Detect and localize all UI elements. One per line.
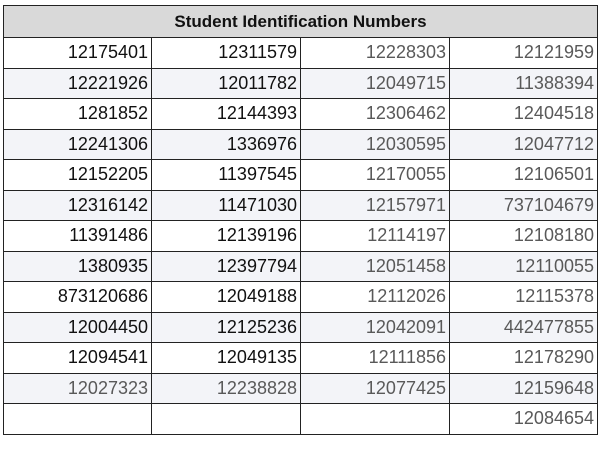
table-cell[interactable]: 12152205 <box>4 160 152 191</box>
table-row <box>4 404 598 435</box>
table-row <box>4 99 598 130</box>
table-row <box>4 343 598 374</box>
table-cell-empty[interactable] <box>152 404 301 435</box>
table-title[interactable]: Student Identification Numbers <box>4 6 598 38</box>
table-cell[interactable]: 12084654 <box>450 404 598 435</box>
table-cell[interactable]: 12051458 <box>301 251 450 282</box>
table-cell[interactable]: 442477855 <box>450 312 598 343</box>
table-cell[interactable]: 12108180 <box>450 221 598 252</box>
table-cell[interactable]: 12159648 <box>450 373 598 404</box>
table-row <box>4 221 598 252</box>
table-cell[interactable]: 12175401 <box>4 38 152 69</box>
table-cell[interactable]: 12139196 <box>152 221 301 252</box>
table-cell[interactable]: 12404518 <box>450 99 598 130</box>
table-row <box>4 160 598 191</box>
table-cell[interactable]: 12157971 <box>301 190 450 221</box>
table-row <box>4 190 598 221</box>
table-cell-empty[interactable] <box>4 404 152 435</box>
table-cell[interactable]: 12306462 <box>301 99 450 130</box>
table-cell-empty[interactable] <box>301 404 450 435</box>
table-row <box>4 129 598 160</box>
table-cell[interactable]: 12397794 <box>152 251 301 282</box>
table-cell[interactable]: 12112026 <box>301 282 450 313</box>
table-cell[interactable]: 12027323 <box>4 373 152 404</box>
table-cell[interactable]: 1380935 <box>4 251 152 282</box>
table-cell[interactable]: 12115378 <box>450 282 598 313</box>
table-cell[interactable]: 12114197 <box>301 221 450 252</box>
table-row <box>4 373 598 404</box>
table-cell[interactable]: 12011782 <box>152 68 301 99</box>
table-row <box>4 68 598 99</box>
table-cell[interactable]: 12094541 <box>4 343 152 374</box>
table-cell[interactable]: 12110055 <box>450 251 598 282</box>
table-cell[interactable]: 12004450 <box>4 312 152 343</box>
table-cell[interactable]: 12221926 <box>4 68 152 99</box>
table-row <box>4 282 598 313</box>
table-cell[interactable]: 873120686 <box>4 282 152 313</box>
table-cell[interactable]: 12047712 <box>450 129 598 160</box>
table-cell[interactable]: 12238828 <box>152 373 301 404</box>
table-cell[interactable]: 12170055 <box>301 160 450 191</box>
table-cell[interactable]: 12228303 <box>301 38 450 69</box>
header-row <box>4 6 598 38</box>
table-cell[interactable]: 12144393 <box>152 99 301 130</box>
table-row <box>4 251 598 282</box>
table-cell[interactable]: 12121959 <box>450 38 598 69</box>
table-row <box>4 38 598 69</box>
table-cell[interactable]: 12049135 <box>152 343 301 374</box>
table-cell[interactable]: 12311579 <box>152 38 301 69</box>
table-cell[interactable]: 12316142 <box>4 190 152 221</box>
table-cell[interactable]: 12241306 <box>4 129 152 160</box>
table-cell[interactable]: 12042091 <box>301 312 450 343</box>
table-cell[interactable]: 737104679 <box>450 190 598 221</box>
student-id-table <box>3 5 598 435</box>
table-cell[interactable]: 12049715 <box>301 68 450 99</box>
table-cell[interactable]: 12106501 <box>450 160 598 191</box>
table-cell[interactable]: 11397545 <box>152 160 301 191</box>
table-cell[interactable]: 11471030 <box>152 190 301 221</box>
table-cell[interactable]: 12178290 <box>450 343 598 374</box>
table-cell[interactable]: 12077425 <box>301 373 450 404</box>
table-cell[interactable]: 1336976 <box>152 129 301 160</box>
table-cell[interactable]: 12030595 <box>301 129 450 160</box>
table-cell[interactable]: 12125236 <box>152 312 301 343</box>
table-cell[interactable]: 11388394 <box>450 68 598 99</box>
table-cell[interactable]: 11391486 <box>4 221 152 252</box>
table-cell[interactable]: 12111856 <box>301 343 450 374</box>
table-row <box>4 312 598 343</box>
table-cell[interactable]: 12049188 <box>152 282 301 313</box>
table-cell[interactable]: 1281852 <box>4 99 152 130</box>
